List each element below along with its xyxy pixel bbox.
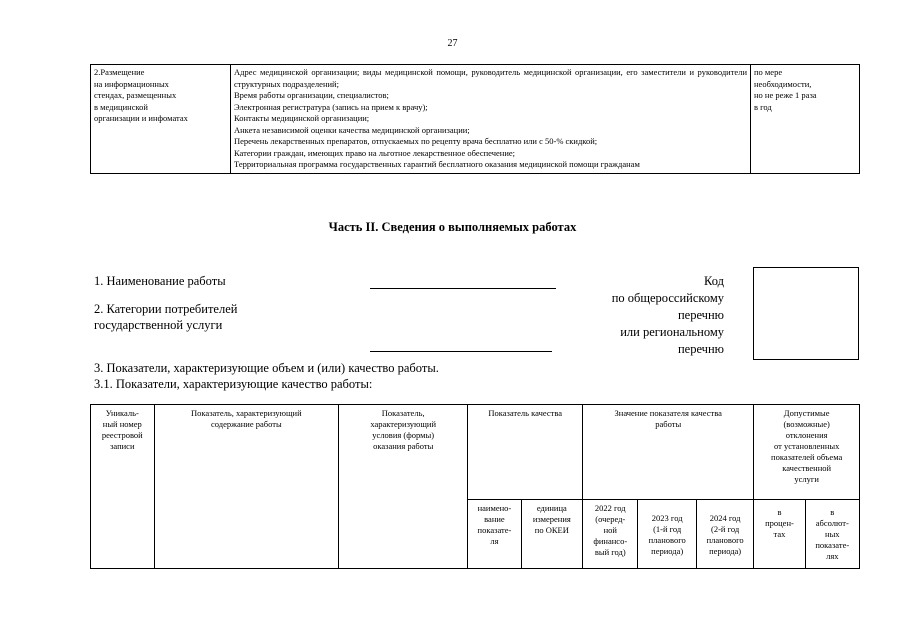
update-frequency-text: по мере необходимости, но не реже 1 раза в год bbox=[754, 67, 817, 112]
content-line: Адрес медицинской организации; виды медицинской помощи, руководитель медицинской организации, его заместители и руководители структурных подразделений; bbox=[234, 67, 747, 89]
quality-indicators-table bbox=[90, 404, 860, 569]
content-line: Электронная регистратура (запись на прием к врачу); bbox=[234, 101, 428, 112]
update-frequency-cell bbox=[751, 65, 860, 174]
consumer-category-label: 2. Категории потребителей bbox=[94, 302, 238, 316]
code-label-line: Код bbox=[704, 274, 724, 288]
placement-content-cell bbox=[231, 65, 751, 174]
content-line: Анкета независимой оценки качества медицинской организации; bbox=[234, 124, 470, 135]
code-box[interactable] bbox=[753, 267, 859, 360]
header-unique-number: Уникаль- ный номер реестровой записи bbox=[91, 405, 155, 569]
content-line: Категории граждан, имеющих право на льготное лекарственное обеспечение; bbox=[234, 147, 516, 158]
part-title: Часть II. Сведения о выполняемых работах bbox=[328, 220, 577, 234]
subheader-unit: единица измерения по ОКЕИ bbox=[521, 500, 583, 569]
info-placement-table bbox=[90, 64, 860, 174]
consumer-category-label-2: государственной услуги bbox=[94, 318, 223, 332]
subheader-year-2023: 2023 год (1-й год планового периода) bbox=[638, 500, 696, 569]
code-label-line: по общероссийскому bbox=[611, 291, 724, 305]
header-quality-indicator: Показатель качества bbox=[468, 405, 583, 500]
subheader-absolute: в абсолют- ных показате- лях bbox=[805, 500, 859, 569]
work-name-label: 1. Наименование работы bbox=[94, 274, 226, 288]
placement-method-text: 2.Размещение на информационных стендах, размещенных в медицинской организации и инфоматах bbox=[94, 67, 188, 123]
placement-method-cell bbox=[91, 65, 231, 174]
code-label-line: перечню bbox=[677, 308, 724, 322]
content-line: Перечень лекарственных препаратов, отпускаемых по рецепту врача бесплатно или с 50-% скидкой; bbox=[234, 136, 598, 146]
subheader-year-2022: 2022 год (очеред- ной финансо- вый год) bbox=[583, 500, 638, 569]
header-quality-value: Значение показателя качества работы bbox=[583, 405, 754, 500]
header-deviation: Допустимые (возможные) отклонения от установленных показателей объема качественной услуги bbox=[754, 405, 860, 500]
content-line: Территориальная программа государственных гарантий бесплатного оказания медицинской помощи гражданам bbox=[234, 159, 640, 169]
header-conditions-indicator: Показатель, характеризующий условия (формы) оказания работы bbox=[339, 405, 468, 569]
table-header-row bbox=[91, 405, 860, 500]
consumer-category-line[interactable] bbox=[370, 351, 552, 352]
subheader-percent: в процен- тах bbox=[754, 500, 805, 569]
section-3-1-heading: 3.1. Показатели, характеризующие качество работы: bbox=[94, 377, 373, 391]
subheader-year-2024: 2024 год (2-й год планового периода) bbox=[696, 500, 753, 569]
work-name-line[interactable] bbox=[370, 288, 556, 289]
code-label-line: или региональному bbox=[620, 325, 724, 339]
subheader-indicator-name: наимено- вание показате- ля bbox=[468, 500, 521, 569]
content-line: Контакты медицинской организации; bbox=[234, 113, 370, 123]
section-3-heading: 3. Показатели, характеризующие объем и (или) качество работы. bbox=[94, 361, 439, 375]
table-row bbox=[91, 65, 860, 174]
header-content-indicator: Показатель, характеризующий содержание работы bbox=[154, 405, 339, 569]
code-label-line: перечню bbox=[677, 342, 724, 356]
code-label bbox=[570, 273, 724, 358]
content-line: Время работы организации, специалистов; bbox=[234, 90, 389, 100]
page-number: 27 bbox=[447, 38, 458, 49]
